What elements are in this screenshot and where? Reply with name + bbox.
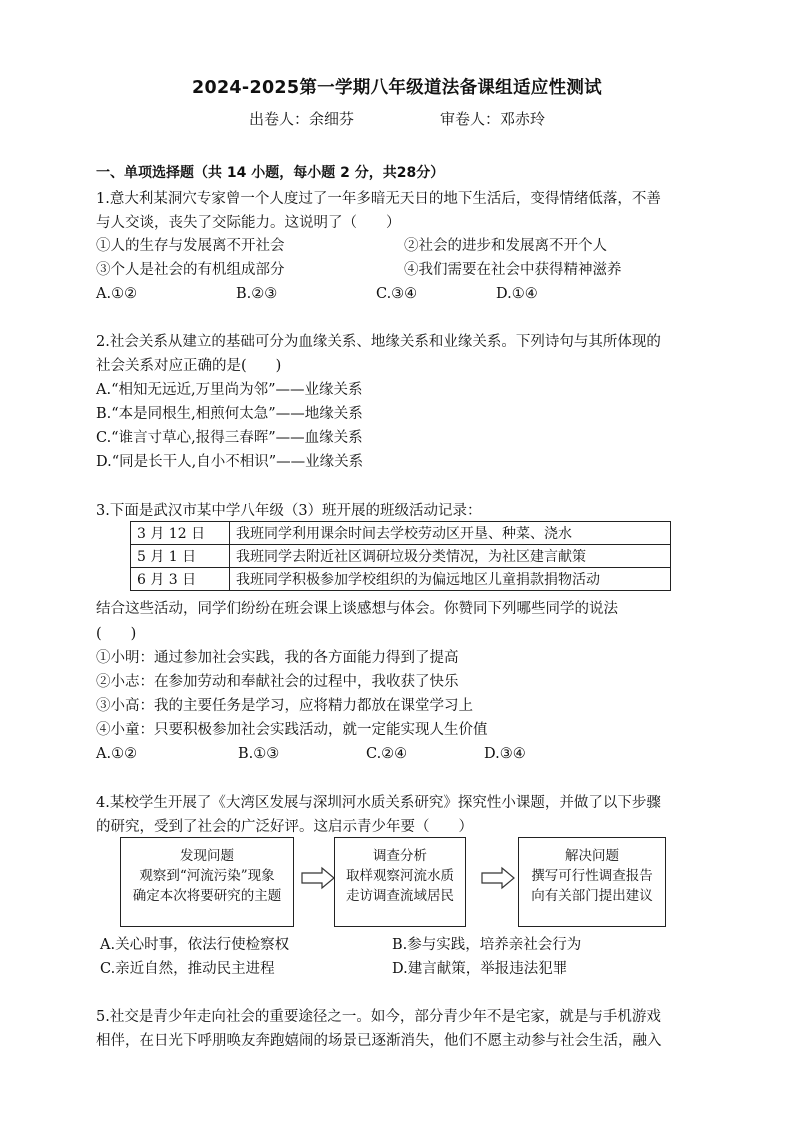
flow-step-line: 向有关部门提出建议 <box>531 888 653 904</box>
flow-step-line: 取样观察河流水质 <box>346 868 454 884</box>
flow-step-discover <box>120 837 294 927</box>
table-row <box>131 522 671 545</box>
author-name: 出卷人：余细芬 <box>248 110 354 128</box>
q4-option-b[interactable]: B.参与实践，培养亲社会行为 <box>392 937 582 953</box>
record-content: 我班同学积极参加学校组织的为偏远地区儿童捐款捐物活动 <box>230 568 671 591</box>
q3-option-c[interactable]: C.②④ <box>366 746 408 762</box>
q1-stem-line2: 与人交谈，丧失了交际能力。这说明了（ ） <box>96 215 401 231</box>
q3-stem-line3: ( ) <box>96 626 137 642</box>
record-content: 我班同学利用课余时间去学校劳动区开垦、种菜、浇水 <box>230 522 671 545</box>
q1-option-d[interactable]: D.①④ <box>496 286 538 302</box>
q5-stem-line2: 相伴，在日光下呼朋唤友奔跑嬉闹的场景已逐渐消失，他们不愿主动参与社会生活，融入 <box>96 1033 662 1049</box>
q3-statement-1: ①小明：通过参加社会实践，我的各方面能力得到了提高 <box>96 650 459 666</box>
q3-option-d[interactable]: D.③④ <box>484 746 526 762</box>
q2-stem-line2: 社会关系对应正确的是( ) <box>96 358 282 374</box>
table-row <box>131 568 671 591</box>
exam-title: 2024-2025第一学期八年级道法备课组适应性测试 <box>192 78 602 98</box>
arrow-right-icon <box>480 866 516 890</box>
q1-statement-1: ①人的生存与发展离不开社会 <box>96 238 285 254</box>
activity-record-table <box>130 521 671 591</box>
q2-option-a[interactable]: A.“相知无远近,万里尚为邻”——业缘关系 <box>96 382 363 398</box>
q4-option-a[interactable]: A.关心时事，依法行使检察权 <box>100 937 290 953</box>
record-date: 5 月 1 日 <box>131 545 230 568</box>
q1-option-b[interactable]: B.②③ <box>236 286 278 302</box>
flow-step-title: 调查分析 <box>373 848 427 864</box>
q1-option-c[interactable]: C.③④ <box>376 286 418 302</box>
q2-option-d[interactable]: D.“同是长干人,自小不相识”——业缘关系 <box>96 454 364 470</box>
reviewer-name: 审卷人：邓赤玲 <box>440 110 546 128</box>
q3-option-a[interactable]: A.①② <box>96 746 138 762</box>
q2-stem-line1: 2.社会关系从建立的基础可分为血缘关系、地缘关系和业缘关系。下列诗句与其所体现的 <box>96 334 661 350</box>
q3-stem-line2: 结合这些活动，同学们纷纷在班会课上谈感想与体会。你赞同下列哪些同学的说法 <box>96 601 618 617</box>
q1-statement-2: ②社会的进步和发展离不开个人 <box>404 238 607 254</box>
q3-statement-4: ④小童：只要积极参加社会实践活动，就一定能实现人生价值 <box>96 722 488 738</box>
q2-option-c[interactable]: C.“谁言寸草心,报得三春晖”——血缘关系 <box>96 430 363 446</box>
flow-step-title: 解决问题 <box>565 848 619 864</box>
q1-statement-4: ④我们需要在社会中获得精神滋养 <box>404 262 622 278</box>
flow-step-line: 撰写可行性调查报告 <box>531 868 653 884</box>
table-row <box>131 545 671 568</box>
section-heading: 一、单项选择题（共 14 小题，每小题 2 分，共28分） <box>96 165 445 181</box>
flow-step-solve <box>518 837 666 927</box>
flow-step-line: 确定本次将要研究的主题 <box>132 888 282 904</box>
q4-option-d[interactable]: D.建言献策，举报违法犯罪 <box>392 961 568 977</box>
q4-option-c[interactable]: C.亲近自然，推动民主进程 <box>100 961 275 977</box>
q2-option-b[interactable]: B.“本是同根生,相煎何太急”——地缘关系 <box>96 406 363 422</box>
record-date: 3 月 12 日 <box>131 522 230 545</box>
q4-stem-line2: 的研究，受到了社会的广泛好评。这启示青少年要（ ） <box>96 819 473 835</box>
q3-statement-2: ②小志：在参加劳动和奉献社会的过程中，我收获了快乐 <box>96 674 459 690</box>
q1-stem-line1: 1.意大利某洞穴专家曾一个人度过了一年多暗无天日的地下生活后，变得情绪低落，不善 <box>96 191 661 207</box>
flow-step-line: 走访调查流域居民 <box>346 888 454 904</box>
q5-stem-line1: 5.社交是青少年走向社会的重要途径之一。如今，部分青少年不是宅家，就是与手机游戏 <box>96 1009 661 1025</box>
record-date: 6 月 3 日 <box>131 568 230 591</box>
record-content: 我班同学去附近社区调研垃圾分类情况，为社区建言献策 <box>230 545 671 568</box>
q4-stem-line1: 4.某校学生开展了《大湾区发展与深圳河水质关系研究》探究性小课题，并做了以下步骤 <box>96 795 661 811</box>
flow-step-title: 发现问题 <box>180 848 234 864</box>
q1-statement-3: ③个人是社会的有机组成部分 <box>96 262 285 278</box>
q3-stem-line1: 3.下面是武汉市某中学八年级（3）班开展的班级活动记录： <box>96 503 482 519</box>
q1-option-a[interactable]: A.①② <box>96 286 138 302</box>
q3-statement-3: ③小高：我的主要任务是学习，应将精力都放在课堂学习上 <box>96 698 473 714</box>
exam-authors <box>0 108 794 129</box>
flow-step-investigate <box>334 837 466 927</box>
q3-option-b[interactable]: B.①③ <box>238 746 280 762</box>
flow-step-line: 观察到“河流污染”现象 <box>139 868 275 884</box>
arrow-right-icon <box>300 866 336 890</box>
